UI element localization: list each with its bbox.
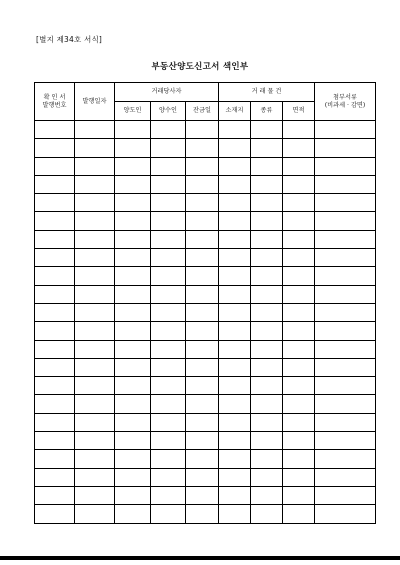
table-cell xyxy=(251,194,283,212)
table-cell xyxy=(251,486,283,504)
table-cell xyxy=(75,121,115,139)
table-cell xyxy=(219,121,251,139)
form-number: [별지 제34호 서식] xyxy=(36,35,103,44)
table-cell xyxy=(251,413,283,431)
table-cell xyxy=(283,432,315,450)
header-confirm-number-line2: 발행번호 xyxy=(42,101,67,109)
header-transferor: 양도인 xyxy=(115,102,151,121)
table-cell xyxy=(219,194,251,212)
table-cell xyxy=(151,340,186,358)
table-row xyxy=(35,285,376,303)
table-cell xyxy=(283,377,315,395)
table-cell xyxy=(219,450,251,468)
table-cell xyxy=(115,230,151,248)
table-cell xyxy=(283,486,315,504)
table-cell xyxy=(283,413,315,431)
table-cell xyxy=(283,175,315,193)
table-cell xyxy=(219,230,251,248)
table-cell xyxy=(283,194,315,212)
table-cell xyxy=(75,322,115,340)
table-cell xyxy=(35,285,75,303)
table-cell xyxy=(219,486,251,504)
table-cell xyxy=(219,303,251,321)
table-cell xyxy=(151,432,186,450)
table-cell xyxy=(115,157,151,175)
table-cell xyxy=(219,139,251,157)
table-cell xyxy=(115,505,151,523)
table-row xyxy=(35,395,376,413)
index-register-table xyxy=(34,82,376,524)
header-attachments-line2: (비과세 · 감면) xyxy=(324,101,366,109)
table-cell xyxy=(35,121,75,139)
table-cell xyxy=(35,157,75,175)
table-cell xyxy=(186,267,219,285)
table-cell xyxy=(151,395,186,413)
table-cell xyxy=(186,230,219,248)
table-cell xyxy=(75,468,115,486)
table-cell xyxy=(251,212,283,230)
table-cell xyxy=(115,249,151,267)
table-cell xyxy=(35,486,75,504)
table-cell xyxy=(75,249,115,267)
table-cell xyxy=(75,340,115,358)
table-cell xyxy=(35,303,75,321)
table-cell xyxy=(35,194,75,212)
table-cell xyxy=(115,285,151,303)
table-cell xyxy=(75,432,115,450)
table-cell xyxy=(35,249,75,267)
table-cell xyxy=(151,413,186,431)
header-row-top xyxy=(35,83,376,102)
table-cell xyxy=(151,212,186,230)
table-cell xyxy=(151,175,186,193)
table-row xyxy=(35,249,376,267)
table-cell xyxy=(151,249,186,267)
table-cell xyxy=(283,157,315,175)
table-cell xyxy=(251,285,283,303)
table-cell xyxy=(151,157,186,175)
header-location: 소재지 xyxy=(219,102,251,121)
table-cell xyxy=(186,194,219,212)
table-row xyxy=(35,322,376,340)
table-cell xyxy=(115,267,151,285)
table-cell xyxy=(315,139,376,157)
table-cell xyxy=(75,450,115,468)
table-cell xyxy=(315,121,376,139)
header-attachments-line1: 첨부서류 xyxy=(333,93,357,101)
table-cell xyxy=(35,322,75,340)
table-cell xyxy=(283,395,315,413)
table-cell xyxy=(219,505,251,523)
table-row xyxy=(35,450,376,468)
table-cell xyxy=(75,486,115,504)
table-row xyxy=(35,486,376,504)
table-cell xyxy=(315,303,376,321)
table-cell xyxy=(186,322,219,340)
table-cell xyxy=(151,377,186,395)
table-cell xyxy=(75,230,115,248)
header-area: 면적 xyxy=(283,102,315,121)
table-cell xyxy=(186,450,219,468)
footer-rule xyxy=(0,556,400,560)
table-cell xyxy=(283,212,315,230)
table-cell xyxy=(283,285,315,303)
table-cell xyxy=(186,468,219,486)
header-confirm-number xyxy=(35,83,75,121)
table-row xyxy=(35,340,376,358)
table-cell xyxy=(151,267,186,285)
table-cell xyxy=(219,249,251,267)
table-cell xyxy=(315,175,376,193)
table-row xyxy=(35,505,376,523)
table-cell xyxy=(35,340,75,358)
table-cell xyxy=(151,121,186,139)
table-cell xyxy=(75,194,115,212)
document-title: 부동산양도신고서 색인부 xyxy=(151,62,249,72)
table-row xyxy=(35,413,376,431)
table-cell xyxy=(315,395,376,413)
table-cell xyxy=(219,377,251,395)
table-cell xyxy=(151,139,186,157)
table-cell xyxy=(251,450,283,468)
table-cell xyxy=(186,212,219,230)
header-transferee: 양수인 xyxy=(151,102,186,121)
table-cell xyxy=(151,322,186,340)
table-cell xyxy=(75,377,115,395)
table-cell xyxy=(251,249,283,267)
table-cell xyxy=(251,505,283,523)
table-row xyxy=(35,377,376,395)
table-cell xyxy=(315,450,376,468)
table-cell xyxy=(151,358,186,376)
table-cell xyxy=(35,212,75,230)
table-cell xyxy=(219,285,251,303)
table-cell xyxy=(115,194,151,212)
register-body xyxy=(35,121,376,524)
table-cell xyxy=(186,377,219,395)
table-cell xyxy=(186,285,219,303)
table-cell xyxy=(251,267,283,285)
table-cell xyxy=(219,413,251,431)
table-cell xyxy=(315,413,376,431)
table-cell xyxy=(75,395,115,413)
table-cell xyxy=(115,468,151,486)
table-cell xyxy=(283,450,315,468)
table-cell xyxy=(35,450,75,468)
table-cell xyxy=(219,267,251,285)
table-cell xyxy=(315,432,376,450)
table-cell xyxy=(75,413,115,431)
table-cell xyxy=(315,194,376,212)
table-cell xyxy=(283,505,315,523)
table-cell xyxy=(151,486,186,504)
table-cell xyxy=(283,267,315,285)
table-cell xyxy=(251,468,283,486)
table-cell xyxy=(75,175,115,193)
table-cell xyxy=(186,139,219,157)
table-cell xyxy=(315,505,376,523)
table-cell xyxy=(115,432,151,450)
table-cell xyxy=(283,121,315,139)
table-cell xyxy=(151,468,186,486)
table-cell xyxy=(251,432,283,450)
table-cell xyxy=(115,139,151,157)
table-row xyxy=(35,303,376,321)
table-row xyxy=(35,139,376,157)
table-row xyxy=(35,194,376,212)
table-cell xyxy=(251,322,283,340)
table-row xyxy=(35,175,376,193)
table-cell xyxy=(151,303,186,321)
table-cell xyxy=(251,395,283,413)
table-cell xyxy=(75,139,115,157)
table-cell xyxy=(283,230,315,248)
table-cell xyxy=(115,303,151,321)
table-cell xyxy=(35,505,75,523)
table-cell xyxy=(315,267,376,285)
table-cell xyxy=(251,340,283,358)
table-cell xyxy=(315,285,376,303)
table-cell xyxy=(75,303,115,321)
table-cell xyxy=(219,358,251,376)
table-cell xyxy=(219,157,251,175)
table-cell xyxy=(283,249,315,267)
table-cell xyxy=(75,157,115,175)
table-cell xyxy=(151,285,186,303)
table-cell xyxy=(35,230,75,248)
table-cell xyxy=(115,340,151,358)
table-cell xyxy=(35,267,75,285)
table-cell xyxy=(75,267,115,285)
table-cell xyxy=(186,157,219,175)
table-cell xyxy=(186,303,219,321)
table-cell xyxy=(115,377,151,395)
header-type: 종류 xyxy=(251,102,283,121)
header-issue-date: 발행일자 xyxy=(75,83,115,121)
table-cell xyxy=(251,175,283,193)
table-cell xyxy=(186,486,219,504)
table-cell xyxy=(115,322,151,340)
table-cell xyxy=(115,358,151,376)
table-cell xyxy=(219,395,251,413)
table-cell xyxy=(251,358,283,376)
table-cell xyxy=(35,377,75,395)
table-row xyxy=(35,230,376,248)
table-cell xyxy=(186,249,219,267)
table-cell xyxy=(186,432,219,450)
table-row xyxy=(35,468,376,486)
table-cell xyxy=(75,212,115,230)
table-cell xyxy=(251,377,283,395)
header-attachments xyxy=(315,83,376,121)
table-cell xyxy=(186,121,219,139)
table-cell xyxy=(315,468,376,486)
table-cell xyxy=(35,395,75,413)
table-cell xyxy=(35,139,75,157)
table-row xyxy=(35,358,376,376)
table-cell xyxy=(151,194,186,212)
header-confirm-number-line1: 확 인 서 xyxy=(43,93,66,101)
table-cell xyxy=(35,358,75,376)
table-cell xyxy=(151,230,186,248)
table-cell xyxy=(35,175,75,193)
table-cell xyxy=(115,486,151,504)
table-cell xyxy=(115,121,151,139)
table-cell xyxy=(75,358,115,376)
table-cell xyxy=(186,413,219,431)
table-cell xyxy=(315,358,376,376)
table-cell xyxy=(35,413,75,431)
table-cell xyxy=(186,340,219,358)
table-row xyxy=(35,432,376,450)
table-cell xyxy=(219,468,251,486)
table-cell xyxy=(186,395,219,413)
table-cell xyxy=(115,395,151,413)
table-cell xyxy=(251,303,283,321)
table-cell xyxy=(75,285,115,303)
table-cell xyxy=(115,413,151,431)
table-cell xyxy=(283,468,315,486)
table-cell xyxy=(219,322,251,340)
table-cell xyxy=(75,505,115,523)
header-agent: 잔금일 xyxy=(186,102,219,121)
table-cell xyxy=(115,175,151,193)
table-cell xyxy=(283,340,315,358)
table-cell xyxy=(219,432,251,450)
table-cell xyxy=(283,139,315,157)
header-group-parties: 거래당사자 xyxy=(115,83,219,102)
table-cell xyxy=(283,303,315,321)
table-row xyxy=(35,157,376,175)
table-cell xyxy=(35,468,75,486)
table-cell xyxy=(315,249,376,267)
table-cell xyxy=(251,157,283,175)
table-cell xyxy=(35,432,75,450)
table-cell xyxy=(186,358,219,376)
table-cell xyxy=(283,322,315,340)
table-cell xyxy=(315,230,376,248)
table-cell xyxy=(115,450,151,468)
table-cell xyxy=(219,175,251,193)
table-cell xyxy=(186,505,219,523)
table-cell xyxy=(315,486,376,504)
table-cell xyxy=(251,139,283,157)
table-cell xyxy=(186,175,219,193)
table-cell xyxy=(251,230,283,248)
table-cell xyxy=(315,157,376,175)
table-cell xyxy=(315,377,376,395)
table-cell xyxy=(219,340,251,358)
table-cell xyxy=(219,212,251,230)
table-cell xyxy=(151,450,186,468)
table-cell xyxy=(315,322,376,340)
table-cell xyxy=(251,121,283,139)
table-cell xyxy=(115,212,151,230)
table-row xyxy=(35,267,376,285)
table-row xyxy=(35,212,376,230)
table-cell xyxy=(315,212,376,230)
table-cell xyxy=(283,358,315,376)
table-cell xyxy=(315,340,376,358)
table-cell xyxy=(151,505,186,523)
header-group-property: 거 래 물 건 xyxy=(219,83,315,102)
table-row xyxy=(35,121,376,139)
